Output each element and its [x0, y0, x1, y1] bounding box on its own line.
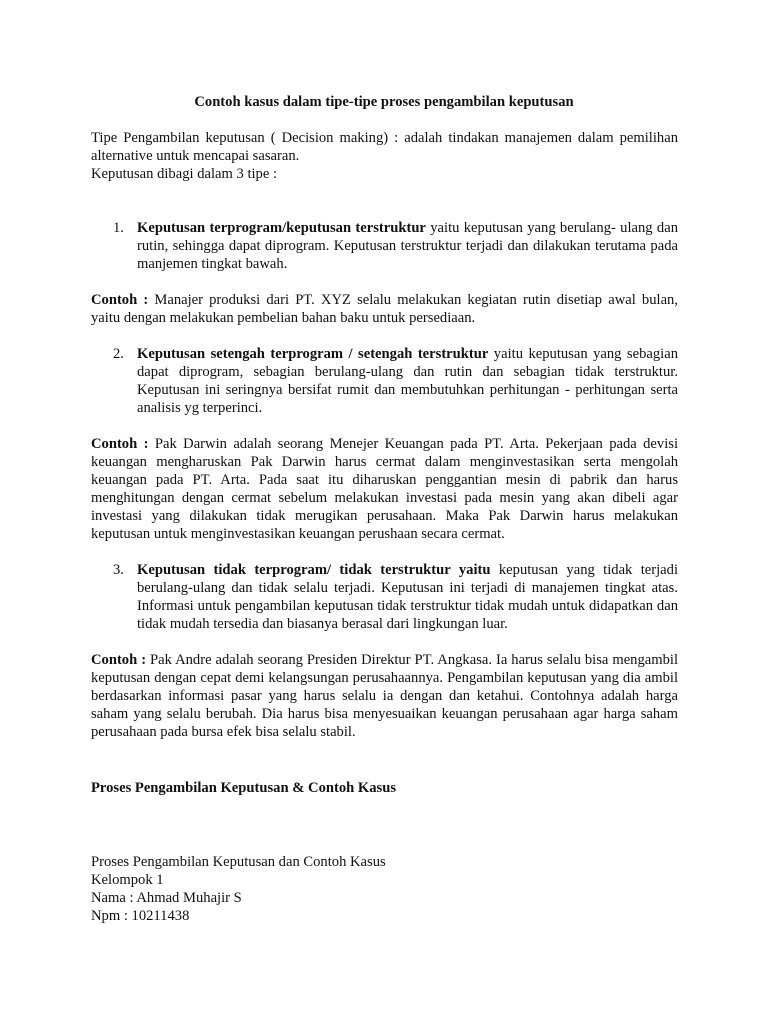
- footer-line-npm: Npm : 10211438: [91, 908, 190, 924]
- intro-paragraph: Tipe Pengambilan keputusan ( Decision making) : adalah tindakan manajemen dalam pemilihan alternative untuk mencapai sasaran.: [91, 130, 678, 164]
- example-paragraph-1: [91, 291, 678, 327]
- term-description: yaitu keputusan yang sebagian dapat diprogram, sebagian berulang-ulang dan rutin dan sebagian tidak terstruktur. Keputusan ini seringnya bersifat rumit dan membutuhkan perhitungan - perhitungan serta analisis yg terperinci.: [137, 346, 678, 416]
- example-text: Pak Darwin adalah seorang Menejer Keuangan pada PT. Arta. Pekerjaan pada devisi keuangan mengharuskan Pak Darwin harus cermat dalam menginvestasikan serta mengolah keuangan pada PT. Arta. Pada saat itu diharuskan penggantian mesin di pabrik dan harus menghitungan dengan cermat sebelum melakukan investasi pada mesin yang akan dibeli agar investasi yang dilakukan tidak merugikan perusahaan. Maka Pak Darwin harus melakukan keputusan untuk menginvestasikan keuangan perushaan secara cermat.: [91, 436, 678, 542]
- list-item-text: [137, 345, 678, 417]
- term-description: keputusan yang tidak terjadi berulang-ulang dan tidak selalu terjadi. Keputusan ini terjadi di manajemen tingkat atas. Informasi untuk pengambilan keputusan tidak terstruktur tidak mudah untuk didapatkan dan tidak mudah tersedia dan biasanya berasal dari lingkungan luar.: [137, 562, 678, 632]
- footer-line-name: Nama : Ahmad Muhajir S: [91, 890, 242, 906]
- example-label: Contoh :: [91, 436, 149, 452]
- document-title: Contoh kasus dalam tipe-tipe proses pengambilan keputusan: [194, 94, 574, 110]
- intro-types-line: Keputusan dibagi dalam 3 tipe :: [91, 166, 278, 182]
- example-label: Contoh :: [91, 652, 147, 668]
- list-item-text: [137, 219, 678, 273]
- term-label: Keputusan setengah terprogram / setengah terstruktur: [137, 346, 489, 362]
- list-number: 3.: [113, 562, 124, 578]
- example-label: Contoh :: [91, 292, 149, 308]
- example-text: Manajer produksi dari PT. XYZ selalu melakukan kegiatan rutin disetiap awal bulan, yaitu dengan melakukan pembelian bahan baku untuk persediaan.: [91, 292, 678, 326]
- section-heading: Proses Pengambilan Keputusan & Contoh Kasus: [91, 780, 397, 796]
- example-text: Pak Andre adalah seorang Presiden Direktur PT. Angkasa. Ia harus selalu bisa mengambil keputusan dengan cepat demi kelangsungan perusahaannya. Pengambilan keputusan yang dia ambil berdasarkan informasi pasar yang harus selalu ia dengan dan ketahui. Contohnya adalah harga saham yang selalu berubah. Dia harus bisa menyesuaikan keuangan perusahaan agar harga saham perusahaan pada bursa efek bisa selalu stabil.: [91, 652, 679, 740]
- example-paragraph-3: [91, 651, 678, 741]
- list-number: 2.: [113, 346, 124, 362]
- term-description: yaitu keputusan yang berulang- ulang dan rutin, sehingga dapat diprogram. Keputusan terstruktur terjadi dan dilakukan terutama pada manjemen tingkat bawah.: [137, 220, 678, 272]
- footer-line-title: Proses Pengambilan Keputusan dan Contoh Kasus: [91, 854, 386, 870]
- footer-line-group: Kelompok 1: [91, 872, 164, 888]
- term-label: Keputusan terprogram/keputusan terstruktur: [137, 220, 426, 236]
- example-paragraph-2: [91, 435, 678, 543]
- list-number: 1.: [113, 220, 124, 236]
- list-item-text: [137, 561, 678, 633]
- term-label: Keputusan tidak terprogram/ tidak terstruktur yaitu: [137, 562, 491, 578]
